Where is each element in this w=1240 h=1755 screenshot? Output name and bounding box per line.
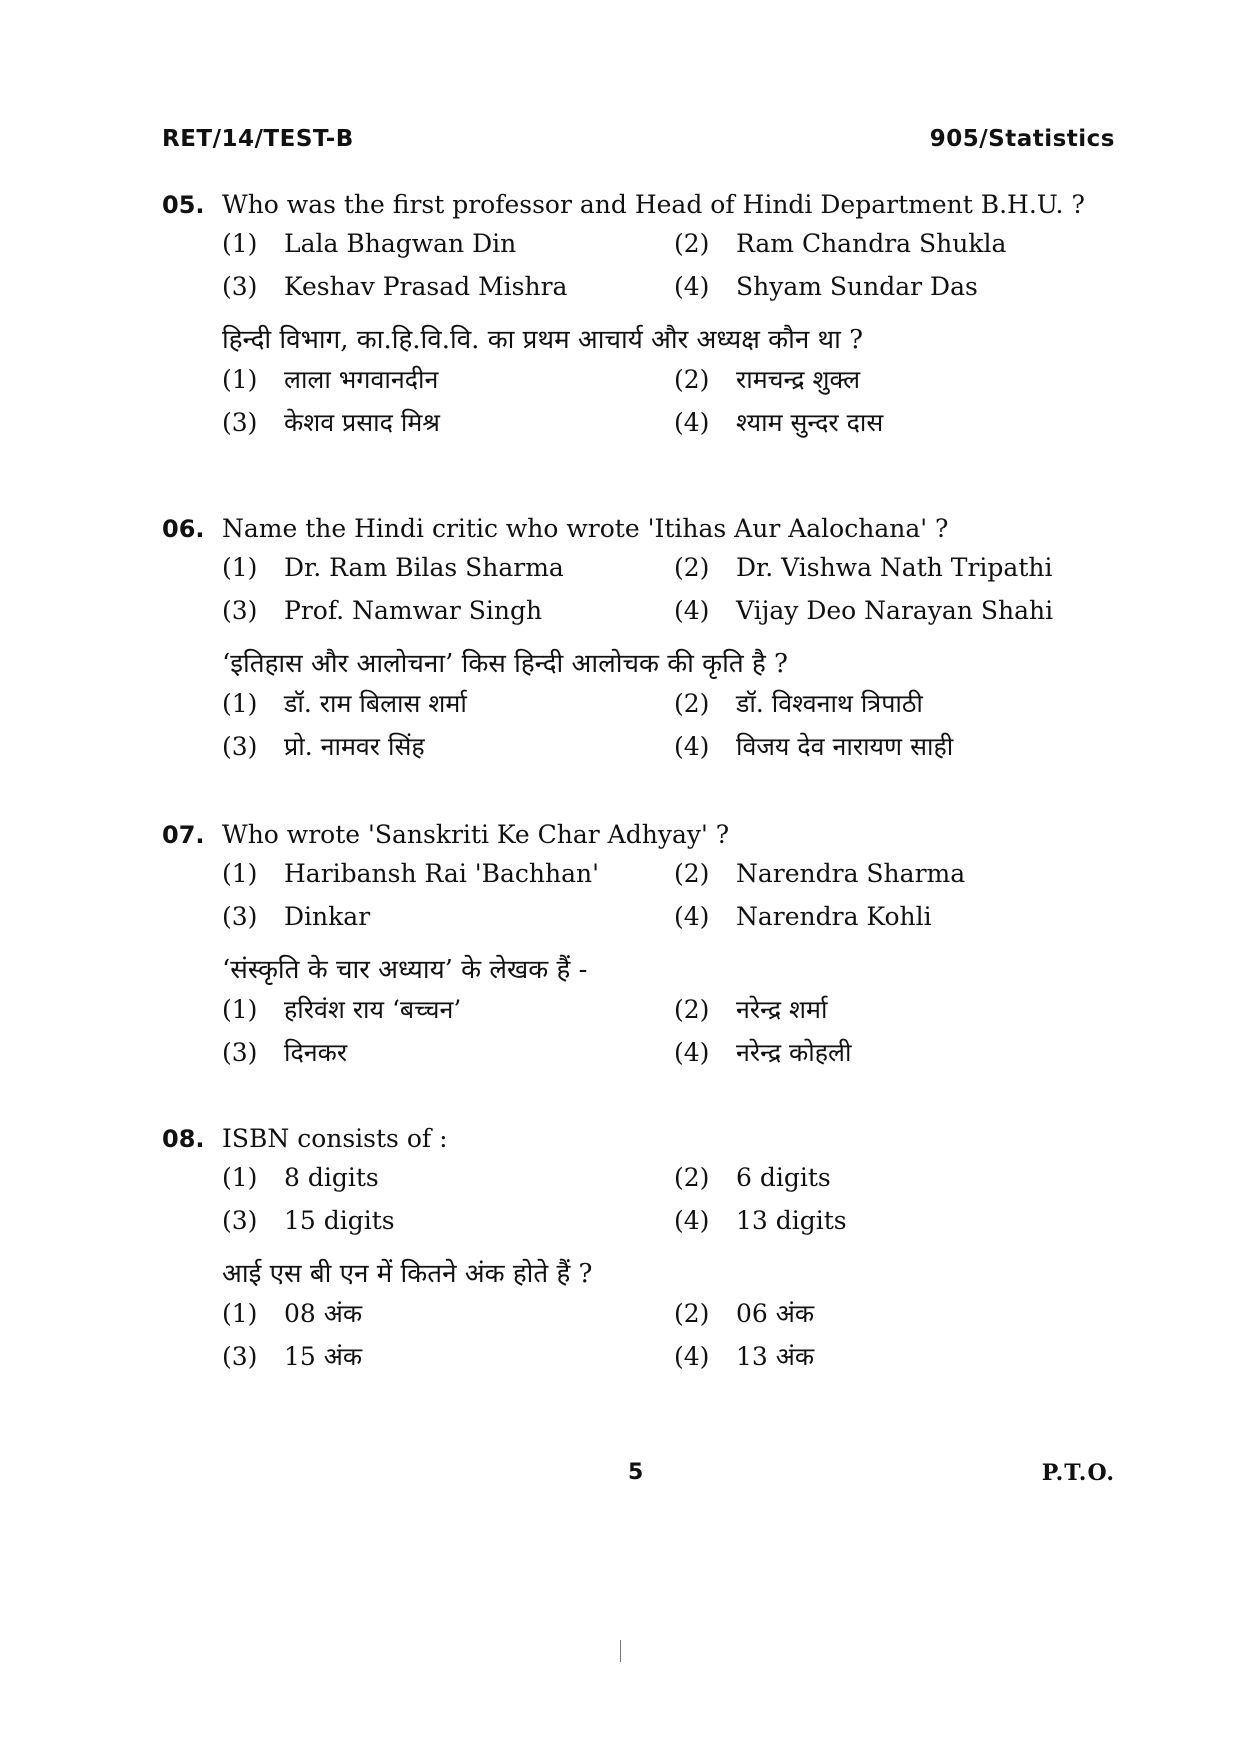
option-text: Vijay Deo Narayan Shahi <box>736 596 1054 625</box>
option-3 <box>222 1033 674 1072</box>
option-text: रामचन्द्र शुक्ल <box>736 365 861 394</box>
option-1 <box>222 1158 674 1197</box>
option-text: 6 digits <box>736 1163 831 1192</box>
option-text: Dr. Vishwa Nath Tripathi <box>736 553 1053 582</box>
option-1 <box>222 1294 674 1333</box>
question-text-en: Name the Hindi critic who wrote 'Itihas Aur Aalochana' ? <box>222 514 949 543</box>
option-label: (2) <box>674 859 710 888</box>
option-2 <box>674 990 1114 1029</box>
option-3 <box>222 1337 674 1376</box>
option-text: Lala Bhagwan Din <box>284 229 517 258</box>
scan-mark <box>620 1640 621 1662</box>
option-text: Haribansh Rai 'Bachhan' <box>284 859 600 888</box>
option-3 <box>222 897 674 936</box>
option-text: विजय देव नारायण साही <box>736 732 954 761</box>
option-label: (1) <box>222 229 258 258</box>
option-text: 15 अंक <box>284 1342 363 1371</box>
option-2 <box>674 360 1114 399</box>
option-label: (4) <box>674 1206 710 1235</box>
option-text: श्याम सुन्दर दास <box>736 408 884 437</box>
question-text-hi: हिन्दी विभाग, का.हि.वि.वि. का प्रथम आचार्य और अध्यक्ष कौन था ? <box>222 325 864 355</box>
options-hi <box>222 360 1122 442</box>
option-label: (1) <box>222 365 258 394</box>
option-4 <box>674 1033 1114 1072</box>
option-1 <box>222 360 674 399</box>
option-3 <box>222 591 674 630</box>
option-label: (3) <box>222 596 258 625</box>
question-08 <box>162 1120 1122 1376</box>
question-number: 08. <box>162 1125 205 1153</box>
question-07 <box>162 816 1122 1072</box>
option-text: 15 digits <box>284 1206 395 1235</box>
option-label: (2) <box>674 689 710 718</box>
option-label: (2) <box>674 365 710 394</box>
option-text: 13 digits <box>736 1206 847 1235</box>
option-label: (4) <box>674 1038 710 1067</box>
question-text-hi: आई एस बी एन में कितने अंक होते हैं ? <box>222 1259 593 1289</box>
question-text-hi: ‘संस्कृति के चार अध्याय’ के लेखक हैं - <box>222 955 588 985</box>
option-label: (1) <box>222 689 258 718</box>
option-text: नरेन्द्र कोहली <box>736 1038 852 1067</box>
option-4 <box>674 591 1114 630</box>
options-hi <box>222 1294 1122 1376</box>
option-4 <box>674 897 1114 936</box>
option-label: (2) <box>674 1163 710 1192</box>
option-4 <box>674 727 1114 766</box>
option-text: लाला भगवानदीन <box>284 365 439 394</box>
option-1 <box>222 990 674 1029</box>
option-text: Dinkar <box>284 902 371 931</box>
option-text: Shyam Sundar Das <box>736 272 978 301</box>
options-en <box>222 854 1122 936</box>
question-text-en: Who wrote 'Sanskriti Ke Char Adhyay' ? <box>222 820 730 849</box>
option-4 <box>674 267 1114 306</box>
option-3 <box>222 1201 674 1240</box>
option-text: 13 अंक <box>736 1342 815 1371</box>
option-label: (3) <box>222 732 258 761</box>
option-label: (1) <box>222 1299 258 1328</box>
question-number: 07. <box>162 821 205 849</box>
option-label: (2) <box>674 229 710 258</box>
options-hi <box>222 684 1122 766</box>
option-label: (4) <box>674 902 710 931</box>
option-text: 06 अंक <box>736 1299 815 1328</box>
option-text: हरिवंश राय ‘बच्चन’ <box>284 995 462 1024</box>
question-number: 05. <box>162 191 205 219</box>
question-05 <box>162 186 1122 442</box>
option-2 <box>674 684 1114 723</box>
option-label: (4) <box>674 272 710 301</box>
option-label: (1) <box>222 995 258 1024</box>
options-en <box>222 548 1122 630</box>
option-text: Keshav Prasad Mishra <box>284 272 568 301</box>
page-number: 5 <box>628 1460 644 1485</box>
options-en <box>222 224 1122 306</box>
option-3 <box>222 403 674 442</box>
option-label: (3) <box>222 1342 258 1371</box>
option-2 <box>674 224 1114 263</box>
option-text: डॉ. राम बिलास शर्मा <box>284 689 467 718</box>
option-label: (3) <box>222 1206 258 1235</box>
option-text: Narendra Kohli <box>736 902 932 931</box>
option-text: 08 अंक <box>284 1299 363 1328</box>
option-label: (3) <box>222 408 258 437</box>
option-label: (4) <box>674 1342 710 1371</box>
option-text: केशव प्रसाद मिश्र <box>284 408 440 437</box>
option-label: (1) <box>222 553 258 582</box>
option-label: (2) <box>674 553 710 582</box>
option-2 <box>674 548 1114 587</box>
option-2 <box>674 1294 1114 1333</box>
option-label: (3) <box>222 902 258 931</box>
option-4 <box>674 1337 1114 1376</box>
option-2 <box>674 1158 1114 1197</box>
option-text: Prof. Namwar Singh <box>284 596 543 625</box>
option-3 <box>222 727 674 766</box>
option-text: प्रो. नामवर सिंह <box>284 732 425 761</box>
option-text: Narendra Sharma <box>736 859 966 888</box>
option-text: दिनकर <box>284 1038 348 1067</box>
question-text-hi: ‘इतिहास और आलोचना’ किस हिन्दी आलोचक की कृति है ? <box>222 649 788 679</box>
question-number: 06. <box>162 515 205 543</box>
option-text: नरेन्द्र शर्मा <box>736 995 828 1024</box>
option-label: (1) <box>222 1163 258 1192</box>
option-1 <box>222 854 674 893</box>
option-text: डॉ. विश्वनाथ त्रिपाठी <box>736 689 923 718</box>
options-hi <box>222 990 1122 1072</box>
option-1 <box>222 224 674 263</box>
option-label: (4) <box>674 596 710 625</box>
option-3 <box>222 267 674 306</box>
question-text-en: ISBN consists of : <box>222 1124 448 1153</box>
subject-code-header: 905/Statistics <box>929 126 1115 152</box>
option-1 <box>222 684 674 723</box>
option-label: (1) <box>222 859 258 888</box>
option-label: (3) <box>222 272 258 301</box>
test-code-header: RET/14/TEST-B <box>162 126 354 152</box>
option-text: 8 digits <box>284 1163 379 1192</box>
question-text-en: Who was the first professor and Head of Hindi Department B.H.U. ? <box>222 190 1085 219</box>
option-label: (2) <box>674 995 710 1024</box>
option-4 <box>674 1201 1114 1240</box>
option-4 <box>674 403 1114 442</box>
option-label: (4) <box>674 408 710 437</box>
please-turn-over: P.T.O. <box>1041 1460 1115 1486</box>
option-label: (4) <box>674 732 710 761</box>
option-label: (3) <box>222 1038 258 1067</box>
option-text: Dr. Ram Bilas Sharma <box>284 553 564 582</box>
option-1 <box>222 548 674 587</box>
option-label: (2) <box>674 1299 710 1328</box>
options-en <box>222 1158 1122 1240</box>
question-06 <box>162 510 1122 766</box>
option-2 <box>674 854 1114 893</box>
option-text: Ram Chandra Shukla <box>736 229 1007 258</box>
